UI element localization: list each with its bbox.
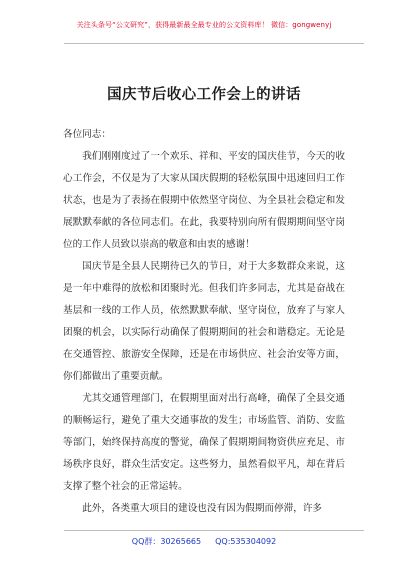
- paragraph: 此外，各类重大项目的建设也没有因为假期而停滞，许多: [82, 503, 323, 514]
- footer-note: [0, 536, 408, 547]
- header-note: 关注头条号“公文研究”，获得最新最全最专业的公文资料库！ 微信：gongwenyj: [76, 21, 332, 29]
- paragraph: 我们刚刚度过了一个欢乐、祥和、平安的国庆佳节，今天的收心工作会，不仅是为了大家从国庆假期的轻松氛围中迅速回归工作状态，也是为了表扬在假期中依然坚守岗位、为全县社会稳定和发展默默奉献的各位同志们。在此，我要特别向所有假期期间坚守岗位的工作人员致以崇高的敬意和由衷的感谢！: [63, 151, 345, 250]
- footer-qq-group: QQ群：30265665: [131, 537, 202, 546]
- paragraph: 尤其交通管理部门，在假期里面对出行高峰，确保了全县交通的顺畅运行，避免了重大交通事故的发生；市场监管、消防、安监等部门，始终保持高度的警觉，确保了假期期间物资供应充足、市场秩序良好，群众生活安定。这些努力，虽然看似平凡，却在背后支撑了整个社会的正常运转。: [63, 393, 345, 492]
- footer-qq: QQ:535304092: [215, 537, 277, 546]
- salutation: 各位同志：: [63, 129, 111, 140]
- header-divider: [64, 43, 364, 44]
- paragraph: 国庆节是全县人民期待已久的节日，对于大多数群众来说，这是一年中难得的放松和团聚时光。但我们许多同志，尤其是奋战在基层和一线的工作人员，依然默默奉献、坚守岗位，放弃了与家人团聚的机会，以实际行动确保了假期期间的社会和谐稳定。无论是在交通管控、旅游安全保障，还是在市场供应、社会治安等方面，你们都做出了重要贡献。: [63, 261, 345, 382]
- footer-divider: [64, 530, 364, 531]
- document-body: [63, 124, 345, 520]
- document-title: 国庆节后收心工作会上的讲话: [107, 87, 301, 103]
